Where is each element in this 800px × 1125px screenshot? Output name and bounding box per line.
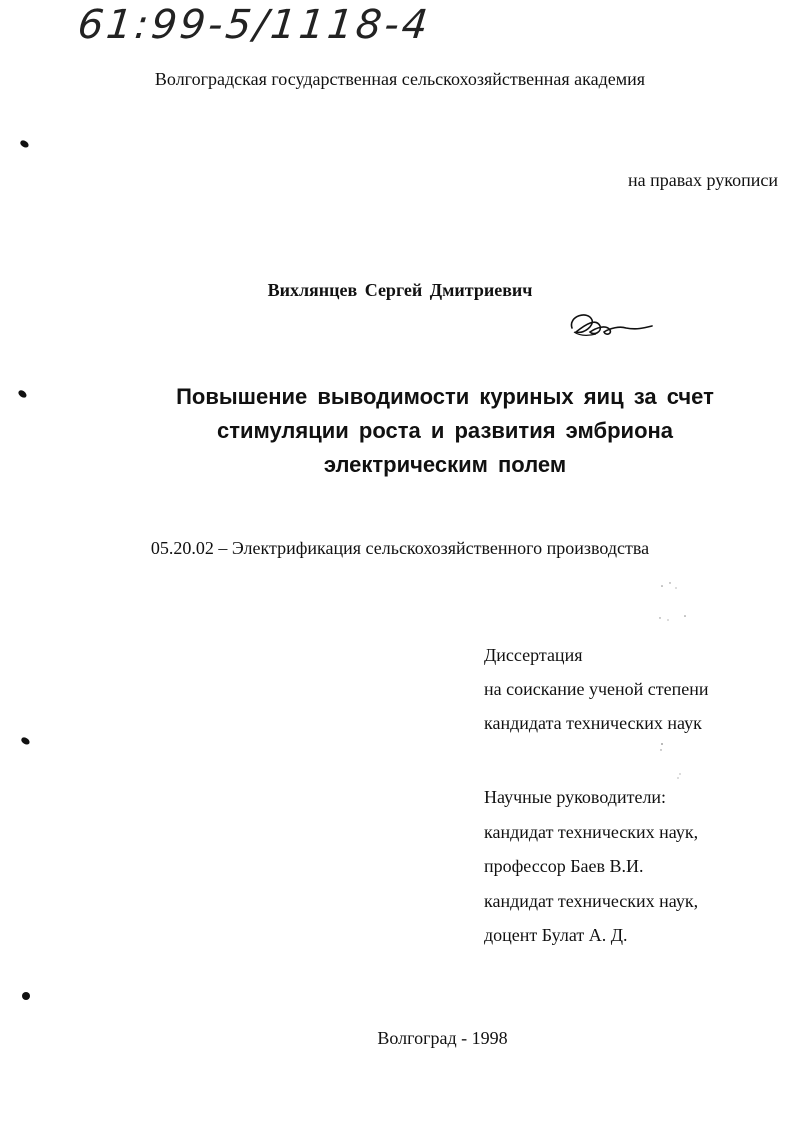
city-year: Волгоград - 1998 — [377, 1028, 508, 1048]
specialty-code: 05.20.02 – Электрификация сельскохозяйственного производства — [150, 538, 650, 558]
advisor-line: кандидат технических наук, — [484, 890, 699, 911]
scan-mark — [22, 992, 30, 1000]
title-line: электрическим полем — [323, 452, 567, 477]
degree-line: на соискание ученой степени — [484, 679, 709, 699]
advisor-line: доцент Булат А. Д. — [484, 925, 628, 945]
dissertation-title — [100, 380, 790, 482]
archive-number-handwritten: 61:99-5/1118-4 — [75, 2, 433, 48]
advisors-heading: Научные руководители: — [484, 787, 667, 807]
scan-specks — [640, 578, 720, 798]
scan-mark — [19, 139, 30, 149]
advisor-line: кандидат технических наук, — [484, 821, 699, 842]
degree-line: Диссертация — [484, 645, 583, 665]
author-signature — [566, 306, 656, 344]
manuscript-rights-note: на правах рукописи — [628, 170, 778, 190]
scan-mark — [20, 736, 31, 746]
scan-mark — [17, 389, 28, 399]
title-line: Повышение выводимости куриных яиц за счет — [176, 384, 714, 409]
advisors-block — [484, 780, 698, 953]
title-line: стимуляции роста и развития эмбриона — [216, 418, 674, 443]
author-name: Вихлянцев Сергей Дмитриевич — [267, 280, 533, 300]
advisor-line: профессор Баев В.И. — [484, 856, 644, 876]
academy-name: Волгоградская государственная сельскохозяйственная академия — [154, 69, 646, 89]
degree-line: кандидата технических наук — [484, 713, 702, 733]
